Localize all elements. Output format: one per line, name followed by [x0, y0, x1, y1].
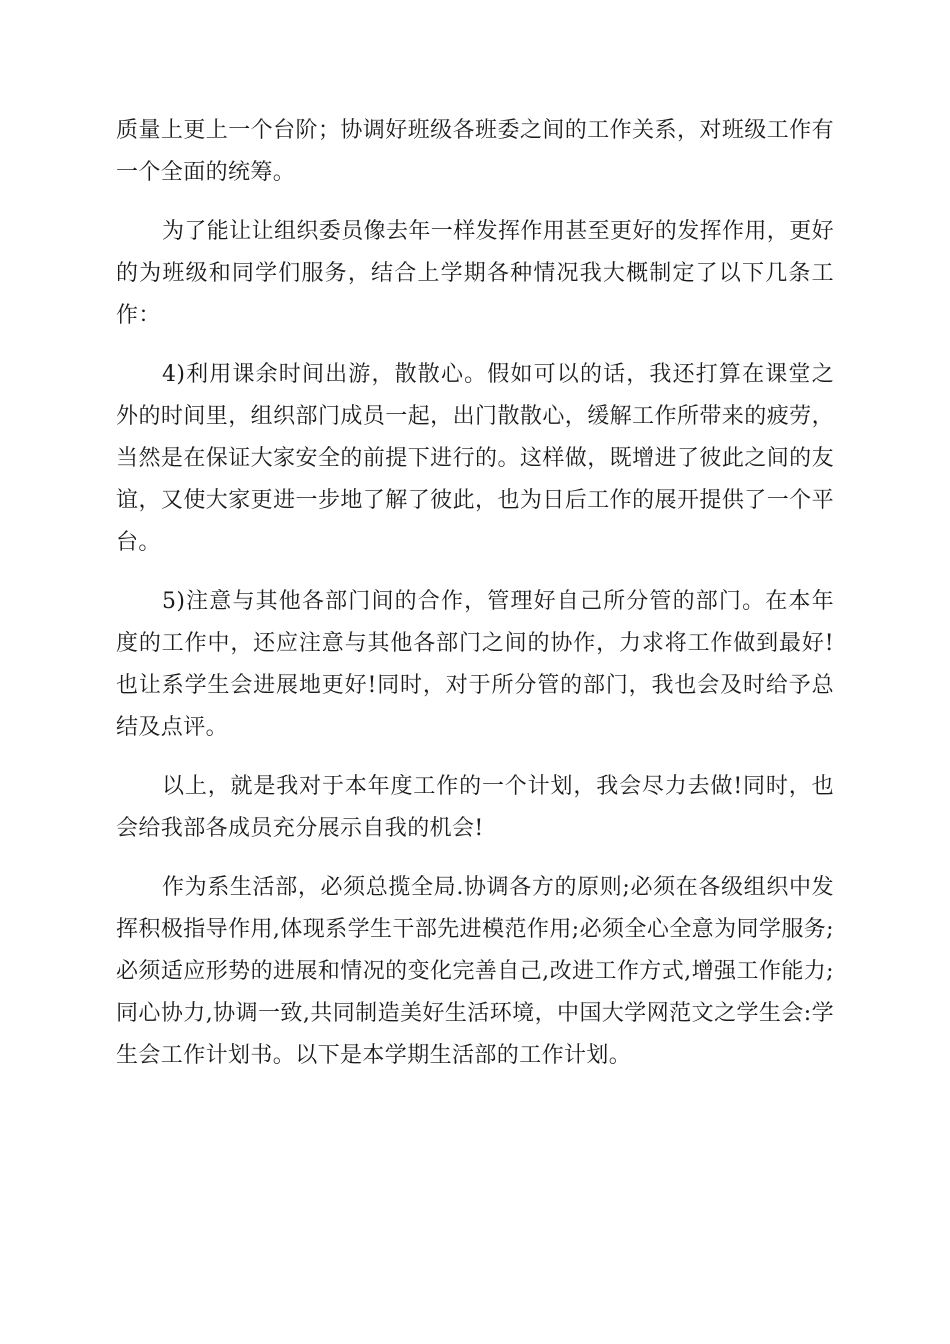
paragraph-continuation: 质量上更上一个台阶；协调好班级各班委之间的工作关系，对班级工作有一个全面的统筹。	[116, 118, 834, 185]
paragraph-life-dept: 作为系生活部，必须总揽全局.协调各方的原则;必须在各级组织中发挥积极指导作用,体现系学生干部先进模范作用;必须全心全意为同学服务;必须适应形势的进展和情况的变化完善自己,改进工作方式,增强工作能力;同心协力,协调一致,共同制造美好生活环境，中国大学网范文之学生会:学生会工作计划书。以下是本学期生活部的工作计划。	[116, 875, 834, 1068]
document-body	[116, 110, 834, 1094]
paragraph-intro: 为了能让让组织委员像去年一样发挥作用甚至更好的发挥作用，更好的为班级和同学们服务，结合上学期各种情况我大概制定了以下几条工作：	[116, 219, 835, 328]
paragraph-item-5: 5)注意与其他各部门间的合作，管理好自己所分管的部门。在本年度的工作中，还应注意与其他各部门之间的协作，力求将工作做到最好!也让系学生会进展地更好!同时，对于所分管的部门，我也会及时给予总结及点评。	[116, 589, 834, 740]
paragraph-summary: 以上，就是我对于本年度工作的一个计划，我会尽力去做!同时，也会给我部各成员充分展示自我的机会!	[116, 774, 834, 841]
paragraph-item-4: 4)利用课余时间出游，散散心。假如可以的话，我还打算在课堂之外的时间里，组织部门成员一起，出门散散心，缓解工作所带来的疲劳，当然是在保证大家安全的前提下进行的。这样做，既增进了彼此之间的友谊，又使大家更进一步地了解了彼此，也为日后工作的展开提供了一个平台。	[116, 362, 834, 555]
